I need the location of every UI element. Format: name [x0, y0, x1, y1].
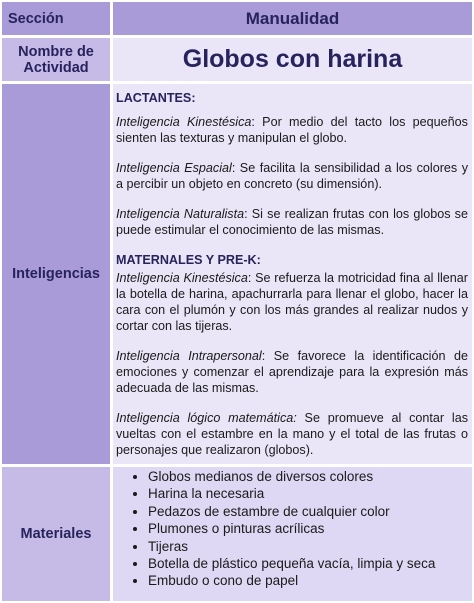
list-item: • Tijeras	[148, 538, 466, 555]
intelligence-name: Inteligencia Kinestésica	[116, 271, 248, 285]
group-heading: MATERNALES Y PRE-K:	[116, 253, 261, 267]
materials-label: Materiales	[2, 467, 110, 601]
list-item: • Embudo o cono de papel	[148, 572, 466, 589]
intelligence-item	[116, 270, 468, 334]
intelligence-item	[116, 160, 468, 192]
intelligence-name: Inteligencia lógico matemática:	[116, 411, 297, 425]
section-label: Sección	[2, 2, 110, 35]
intelligences-content	[116, 90, 468, 458]
intelligence-text: : Por medio del tacto los pequeños sienten las texturas y manipulan el globo.	[116, 115, 468, 145]
intelligence-name: Inteligencia Espacial	[116, 161, 232, 175]
intelligence-name: Inteligencia Intrapersonal	[116, 349, 262, 363]
materials-list	[116, 468, 466, 590]
list-item: • Pedazos de estambre de cualquier color	[148, 503, 466, 520]
list-item: • Botella de plástico pequeña vacía, limpia y seca	[148, 555, 466, 572]
intelligence-item	[116, 114, 468, 146]
list-item: • Plumones o pinturas acrílicas	[148, 520, 466, 537]
intelligence-text: : Si se realizan frutas con los globos se puede estimular el conocimiento de las mismas.	[116, 207, 468, 237]
activity-name-label: Nombre de Actividad	[2, 38, 110, 81]
list-item: • Harina la necesaria	[148, 485, 466, 502]
intelligence-item	[116, 206, 468, 238]
intelligence-text: : Se facilita la sensibilidad a los colores y a percibir un objeto en concreto (su dimensión).	[116, 161, 468, 191]
group-heading: LACTANTES:	[116, 91, 196, 105]
intelligence-item	[116, 348, 468, 396]
intelligences-label: Inteligencias	[2, 84, 110, 464]
intelligence-text: Se promueve al contar las vueltas con el estambre en la mano y el total de las frutas o personajes que realizaron (globos).	[116, 411, 468, 457]
intelligence-name: Inteligencia Kinestésica	[116, 115, 252, 129]
intelligence-text: : Se favorece la identificación de emociones y comenzar el aprendizaje para la expresión más adecuada de las mismas.	[116, 349, 468, 395]
activity-title: Globos con harina	[113, 38, 472, 81]
list-item: • Globos medianos de diversos colores	[148, 468, 466, 485]
intelligence-item	[116, 410, 468, 458]
intelligence-name: Inteligencia Naturalista	[116, 207, 245, 221]
section-value: Manualidad	[113, 2, 472, 35]
intelligence-text: : Se refuerza la motricidad fina al llenar la botella de harina, apachurrarla para llenar el globo, hacer la cara con el plumón y con los más grandes al realizar nudos y cortar con las tijeras.	[116, 271, 468, 333]
